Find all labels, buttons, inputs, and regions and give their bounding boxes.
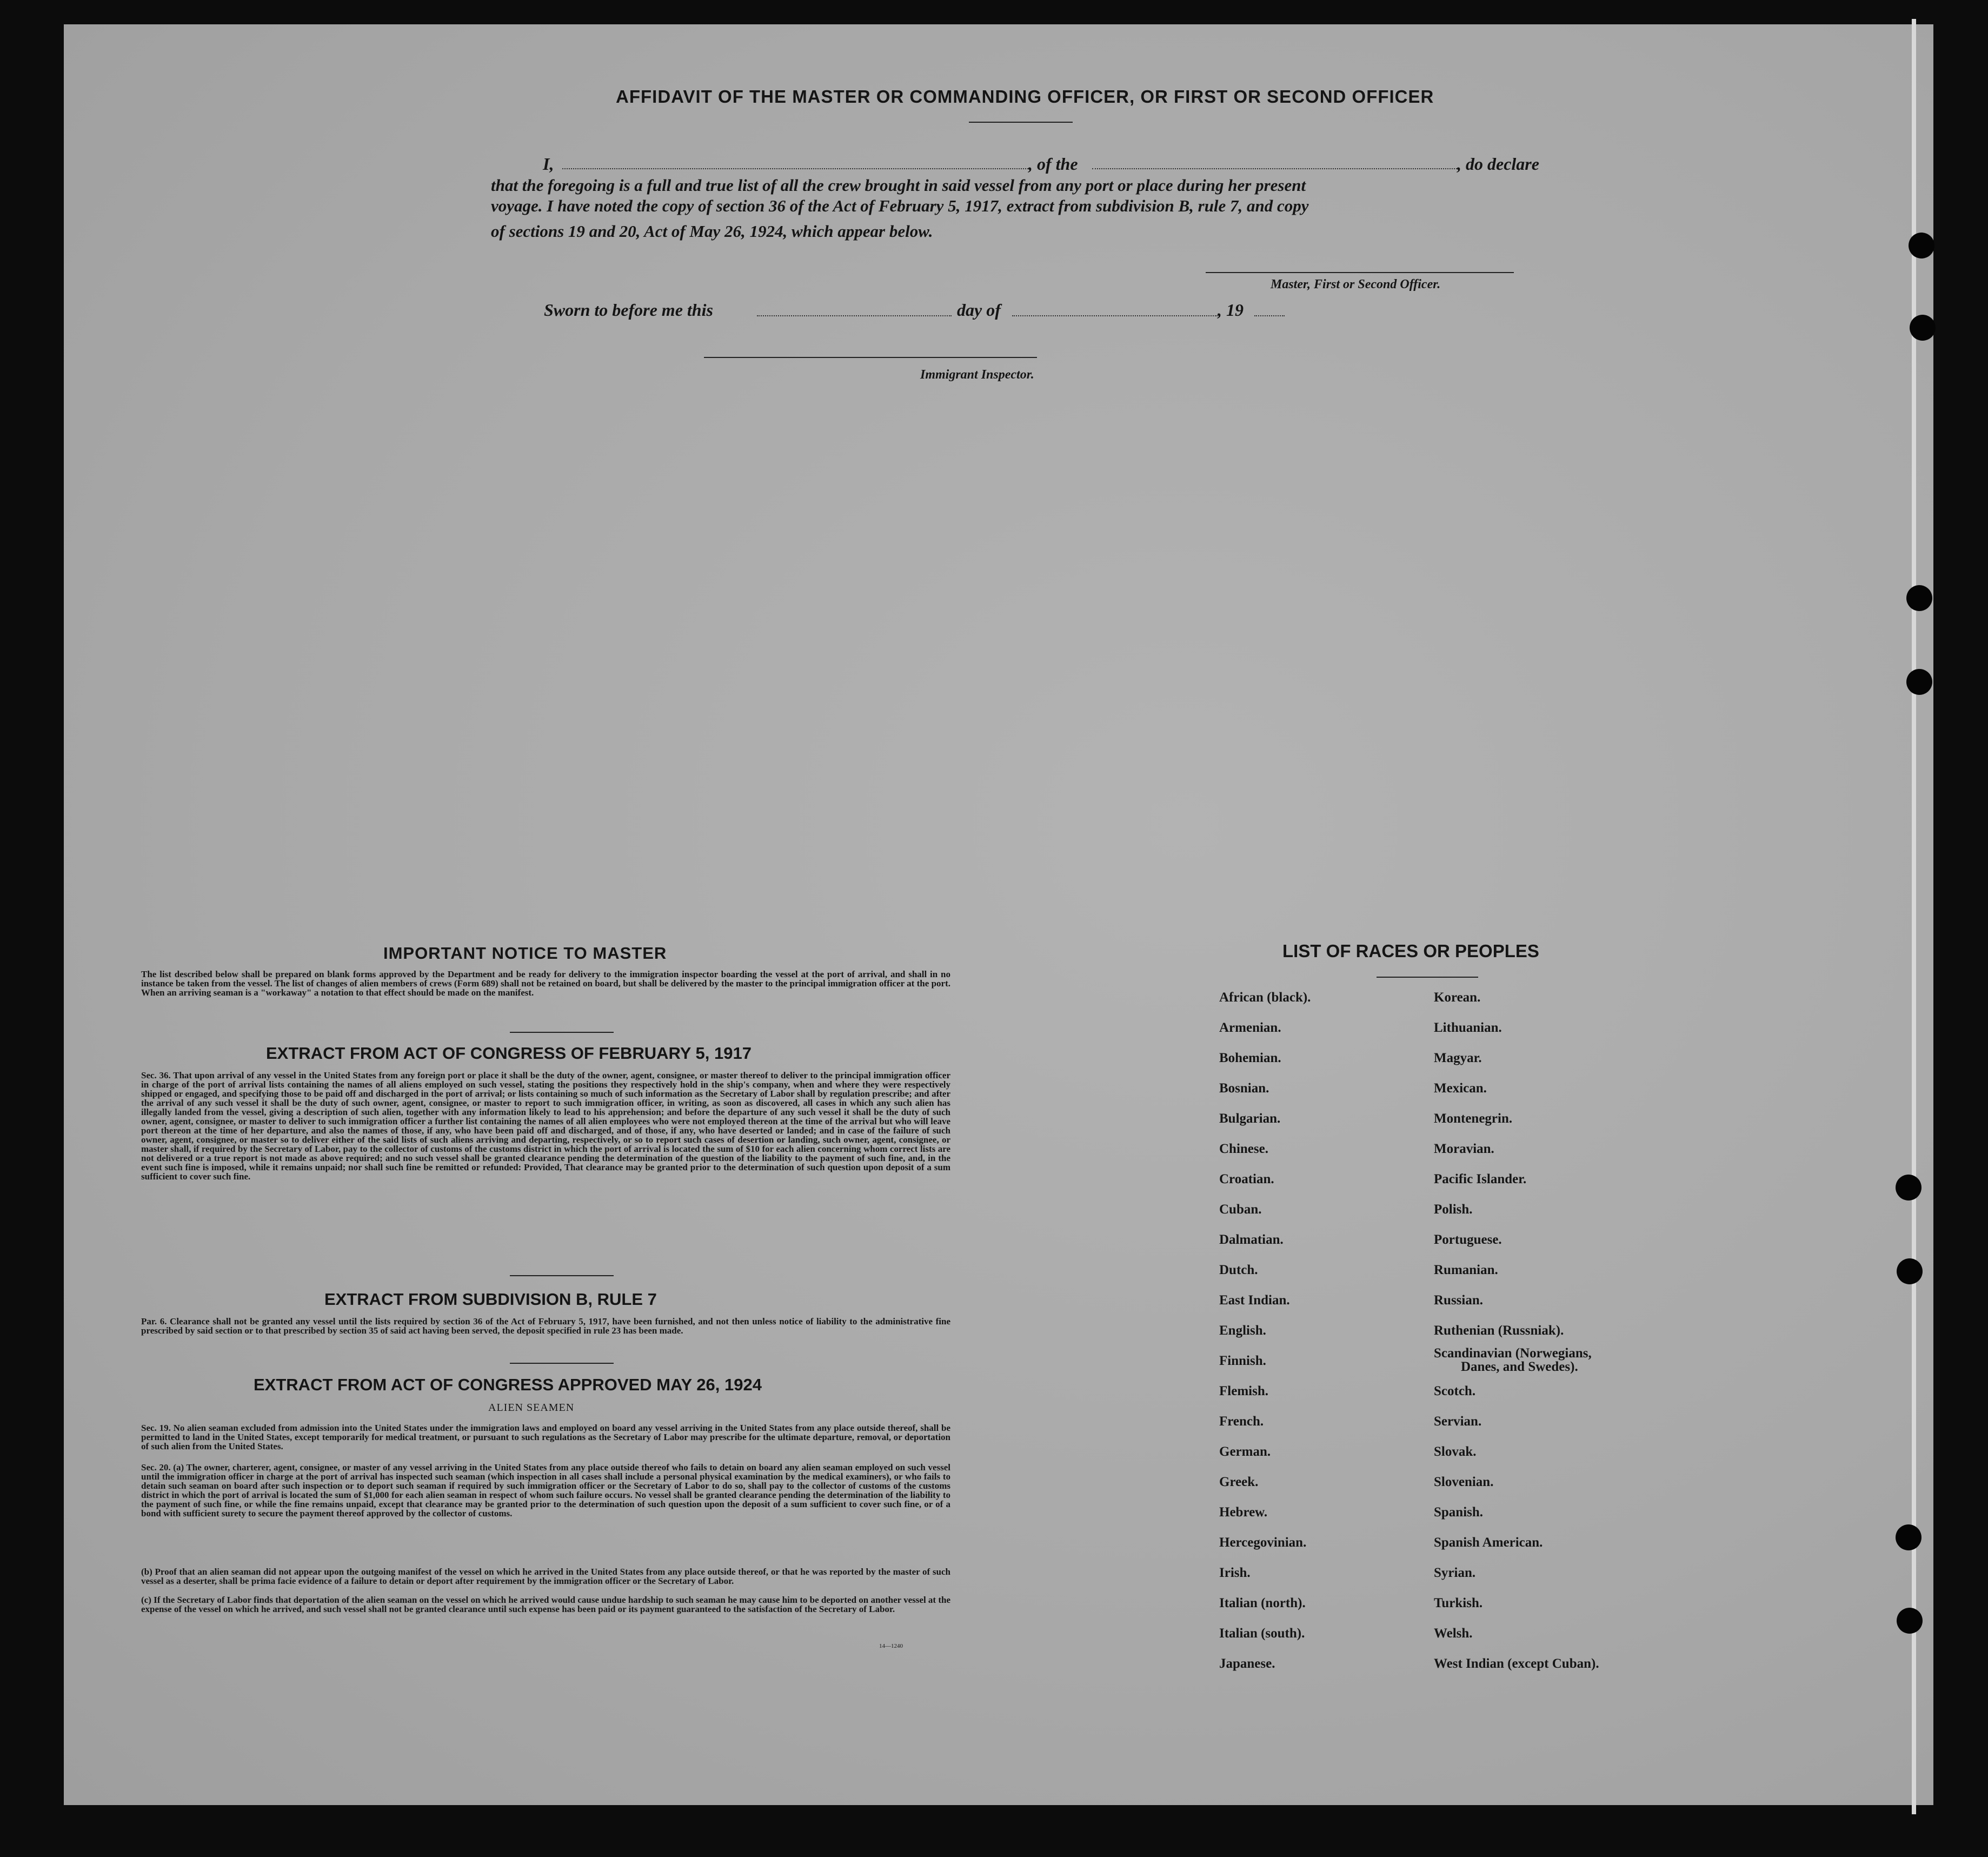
sworn-month-blank[interactable] (1012, 315, 1218, 316)
race-item: Ruthenian (Russniak). (1434, 1323, 1564, 1338)
race-item: Bosnian. (1219, 1081, 1269, 1096)
sworn-day-blank[interactable] (757, 315, 952, 316)
race-item: English. (1219, 1323, 1266, 1338)
race-item: Flemish. (1219, 1384, 1268, 1398)
affidavit-of-the: , of the (1028, 154, 1078, 174)
race-item: Spanish American. (1434, 1535, 1543, 1550)
rule7-divider (510, 1363, 614, 1364)
inspector-caption: Immigrant Inspector. (920, 368, 1034, 382)
affidavit-do-declare: , do declare (1457, 154, 1539, 174)
race-item: Pacific Islander. (1434, 1172, 1527, 1186)
race-item: African (black). (1219, 990, 1311, 1005)
race-item: French. (1219, 1414, 1264, 1429)
binder-hole (1896, 1175, 1921, 1201)
race-item: East Indian. (1219, 1293, 1290, 1308)
race-item: Italian (south). (1219, 1626, 1305, 1641)
race-item-line-1: Scandinavian (Norwegians, (1434, 1346, 1592, 1361)
race-item: Chinese. (1219, 1142, 1268, 1156)
extract-1917-title: EXTRACT FROM ACT OF CONGRESS OF FEBRUARY 5, 1917 (266, 1044, 752, 1063)
race-item: West Indian (except Cuban). (1434, 1656, 1599, 1671)
sec20b-text: (b) Proof that an alien seaman did not appear upon the outgoing manifest of the vessel on which he arrived in the United States from any place outside thereof, or that he was reported by the master of such vessel as a deserter, shall be prima facie evidence of a failure to detain or deport after requirement by the immigration officer or the Secretary of Labor. (141, 1567, 950, 1586)
race-item: Syrian. (1434, 1566, 1476, 1580)
race-item: Dutch. (1219, 1263, 1258, 1277)
form-number: 14—1240 (879, 1643, 903, 1649)
race-item: Montenegrin. (1434, 1111, 1513, 1126)
sworn-day-of: day of (957, 300, 1001, 320)
race-item: Servian. (1434, 1414, 1482, 1429)
binder-hole (1906, 669, 1932, 695)
binder-hole (1910, 315, 1936, 341)
race-item: Turkish. (1434, 1596, 1483, 1610)
race-item: Dalmatian. (1219, 1232, 1284, 1247)
vessel-blank[interactable] (1092, 168, 1457, 169)
race-item: Rumanian. (1434, 1263, 1498, 1277)
race-item: Polish. (1434, 1202, 1473, 1217)
affidavit-title: AFFIDAVIT OF THE MASTER OR COMMANDING OFFICER, OR FIRST OR SECOND OFFICER (616, 87, 1434, 107)
affidavit-i: I, (543, 154, 554, 174)
race-item-line-2: Danes, and Swedes). (1461, 1359, 1578, 1374)
race-item: Russian. (1434, 1293, 1484, 1308)
race-item (1434, 1346, 1661, 1384)
signature-caption: Master, First or Second Officer. (1271, 277, 1441, 291)
binder-hole (1906, 585, 1932, 611)
notice-text: The list described below shall be prepared on blank forms approved by the Department and be ready for delivery to the immigration inspector boarding the vessel at the port of arrival, and shall in no instance be taken from the vessel. The list of changes of alien members of crews (Form 689) shall not be retained on board, but shall be delivered by the master to the principal immigration officer at the port. When an arriving seaman is a "workaway" a notation to that effect should be made on the manifest. (141, 969, 950, 998)
sec20c-text: (c) If the Secretary of Labor finds that deportation of the alien seaman on the vessel on which he arrived would cause undue hardship to such seaman he may cause him to be deported on another vessel at the expense of the vessel on which he arrived, and such vessel shall not be granted clearance until such expense has been paid or its payment guaranteed to the satisfaction of the Secretary of Labor. (141, 1595, 950, 1614)
race-item: Finnish. (1219, 1354, 1266, 1368)
binder-hole (1909, 233, 1934, 258)
race-item: Bulgarian. (1219, 1111, 1281, 1126)
binder-hole (1896, 1524, 1921, 1550)
binder-hole (1897, 1258, 1923, 1284)
races-column-1 (1219, 991, 1425, 1687)
title-divider (969, 122, 1073, 123)
race-item: Croatian. (1219, 1172, 1274, 1186)
affidavit-line-4: of sections 19 and 20, Act of May 26, 1924, which appear below. (491, 222, 933, 241)
race-item: Magyar. (1434, 1051, 1482, 1065)
notice-title: IMPORTANT NOTICE TO MASTER (383, 944, 667, 963)
sec20a-text: Sec. 20. (a) The owner, charterer, agent, consignee, or master of any vessel arriving in the United States from any place outside thereof who fails to detain on board any alien seaman employed on such vessel until the immigration officer in charge at the port of arrival has inspected such seaman (which inspection in all cases shall include a personal physical examination by the medical examiners), or who fails to detain such seaman on board after such inspection or to deport such seaman if required by such immigration officer or the Secretary of Labor to do so, shall pay to the collector of customs of the customs district in which the port of arrival is located the sum of $1,000 for each alien seaman in respect of whom such failure occurs. No vessel shall be granted clearance pending the determination of the liability to the payment of such fine, or while the fine remains unpaid, except that clearance may be granted prior to the determination of such question upon the deposit of a sum sufficient to cover such fine, or of a bond with sufficient surety to secure the payment thereof approved by the collector of customs. (141, 1462, 950, 1518)
race-item: Japanese. (1219, 1656, 1275, 1671)
race-item: Spanish. (1434, 1505, 1484, 1520)
signature-line[interactable] (1206, 272, 1514, 273)
races-title: LIST OF RACES OR PEOPLES (1282, 941, 1539, 961)
race-item: Greek. (1219, 1475, 1259, 1489)
race-item: Portuguese. (1434, 1232, 1502, 1247)
race-item: Hebrew. (1219, 1505, 1268, 1520)
race-item: Scotch. (1434, 1384, 1476, 1398)
extract-1917-text: Sec. 36. That upon arrival of any vessel in the United States from any foreign port or place it shall be the duty of the owner, agent, consignee, or master thereof to deliver to the principal immigration officer in charge of the port of arrival lists containing the names of all aliens employed on such vessel, stating the positions they respectively hold in the ship's company, when and where they were respectively shipped or engaged, and specifying those to be paid off and discharged in the port of arrival; or lists containing so much of such information as the Secretary of Labor shall by regulation prescribe; and after the arrival of any such vessel it shall be the duty of such owner, agent, consignee, or master to report to such immigration officer, in writing, as soon as discovered, all cases in which any such alien has illegally landed from the vessel, giving a description of such alien, together with any information likely to lead to his apprehension; and before the departure of any such vessel it shall be the duty of such owner, agent, consignee, or master to deliver to such immigration officer a further list containing the names of all alien employees who were not employed thereon at the time of the arrival but who will leave port thereon at the time of her departure, and also the names of those, if any, who have been paid off and discharged, and of those, if any, who have deserted or landed; and in case of the failure of such owner, agent, consignee, or master so to deliver either of the said lists of such aliens arriving and departing, respectively, or so to report such cases of desertion or landing, such owner, agent, consignee, or master shall, if required by the Secretary of Labor, pay to the collector of customs of the customs district in which the port of arrival is located the sum of $10 for each alien concerning whom correct lists are not delivered or a true report is not made as above required; and no such vessel shall be granted clearance pending the determination of the question of the liability to the payment of such fine, and, in the event such fine is imposed, while it remains unpaid; nor shall such fine be remitted or refunded: Provided, That clearance may be granted prior to the determination of such question upon deposit of a sum sufficient to cover such fine. (141, 1070, 950, 1182)
name-blank[interactable] (562, 168, 1028, 169)
inspector-signature-line[interactable] (704, 357, 1037, 358)
races-divider (1377, 977, 1478, 978)
race-item: Bohemian. (1219, 1051, 1281, 1065)
sec19-text: Sec. 19. No alien seaman excluded from admission into the United States under the immigration laws and employed on board any vessel arriving in the United States from any place outside thereof, shall be permitted to land in the United States, except temporarily for medical treatment, or pursuant to such regulations as the Secretary of Labor may prescribe for the ultimate departure, removal, or deportation of such alien from the United States. (141, 1423, 950, 1451)
sworn-year-blank[interactable] (1254, 315, 1285, 316)
notice-divider (510, 1032, 614, 1033)
race-item: Italian (north). (1219, 1596, 1306, 1610)
extract-1917-divider (510, 1275, 614, 1276)
race-item: Armenian. (1219, 1020, 1281, 1035)
race-item: Lithuanian. (1434, 1020, 1502, 1035)
sworn-prefix: Sworn to before me this (544, 300, 713, 320)
sworn-year: , 19 (1218, 300, 1244, 320)
race-item: Mexican. (1434, 1081, 1487, 1096)
binder-hole (1897, 1608, 1923, 1634)
race-item: Cuban. (1219, 1202, 1262, 1217)
affidavit-line-2: that the foregoing is a full and true list of all the crew brought in said vessel from any port or place during her present (491, 176, 1306, 195)
race-item: Irish. (1219, 1566, 1251, 1580)
rule7-title: EXTRACT FROM SUBDIVISION B, RULE 7 (324, 1290, 657, 1309)
races-column-2 (1434, 991, 1661, 1687)
alien-seamen-subtitle: ALIEN SEAMEN (488, 1402, 575, 1414)
race-item: Slovak. (1434, 1444, 1477, 1459)
rule7-text: Par. 6. Clearance shall not be granted any vessel until the lists required by section 36 of the Act of February 5, 1917, have been furnished, and not then unless notice of liability to the administrative fine prescribed by said section or to that prescribed by section 35 of said act having been served, the deposit specified in rule 23 has been made. (141, 1316, 950, 1336)
race-item: German. (1219, 1444, 1271, 1459)
race-item: Korean. (1434, 990, 1481, 1005)
race-item: Slovenian. (1434, 1475, 1494, 1489)
affidavit-line-3: voyage. I have noted the copy of section 36 of the Act of February 5, 1917, extract from subdivision B, rule 7, and copy (491, 196, 1309, 215)
race-item: Welsh. (1434, 1626, 1473, 1641)
race-item: Hercegovinian. (1219, 1535, 1307, 1550)
extract-1924-title: EXTRACT FROM ACT OF CONGRESS APPROVED MAY 26, 1924 (254, 1375, 762, 1394)
race-item: Moravian. (1434, 1142, 1494, 1156)
